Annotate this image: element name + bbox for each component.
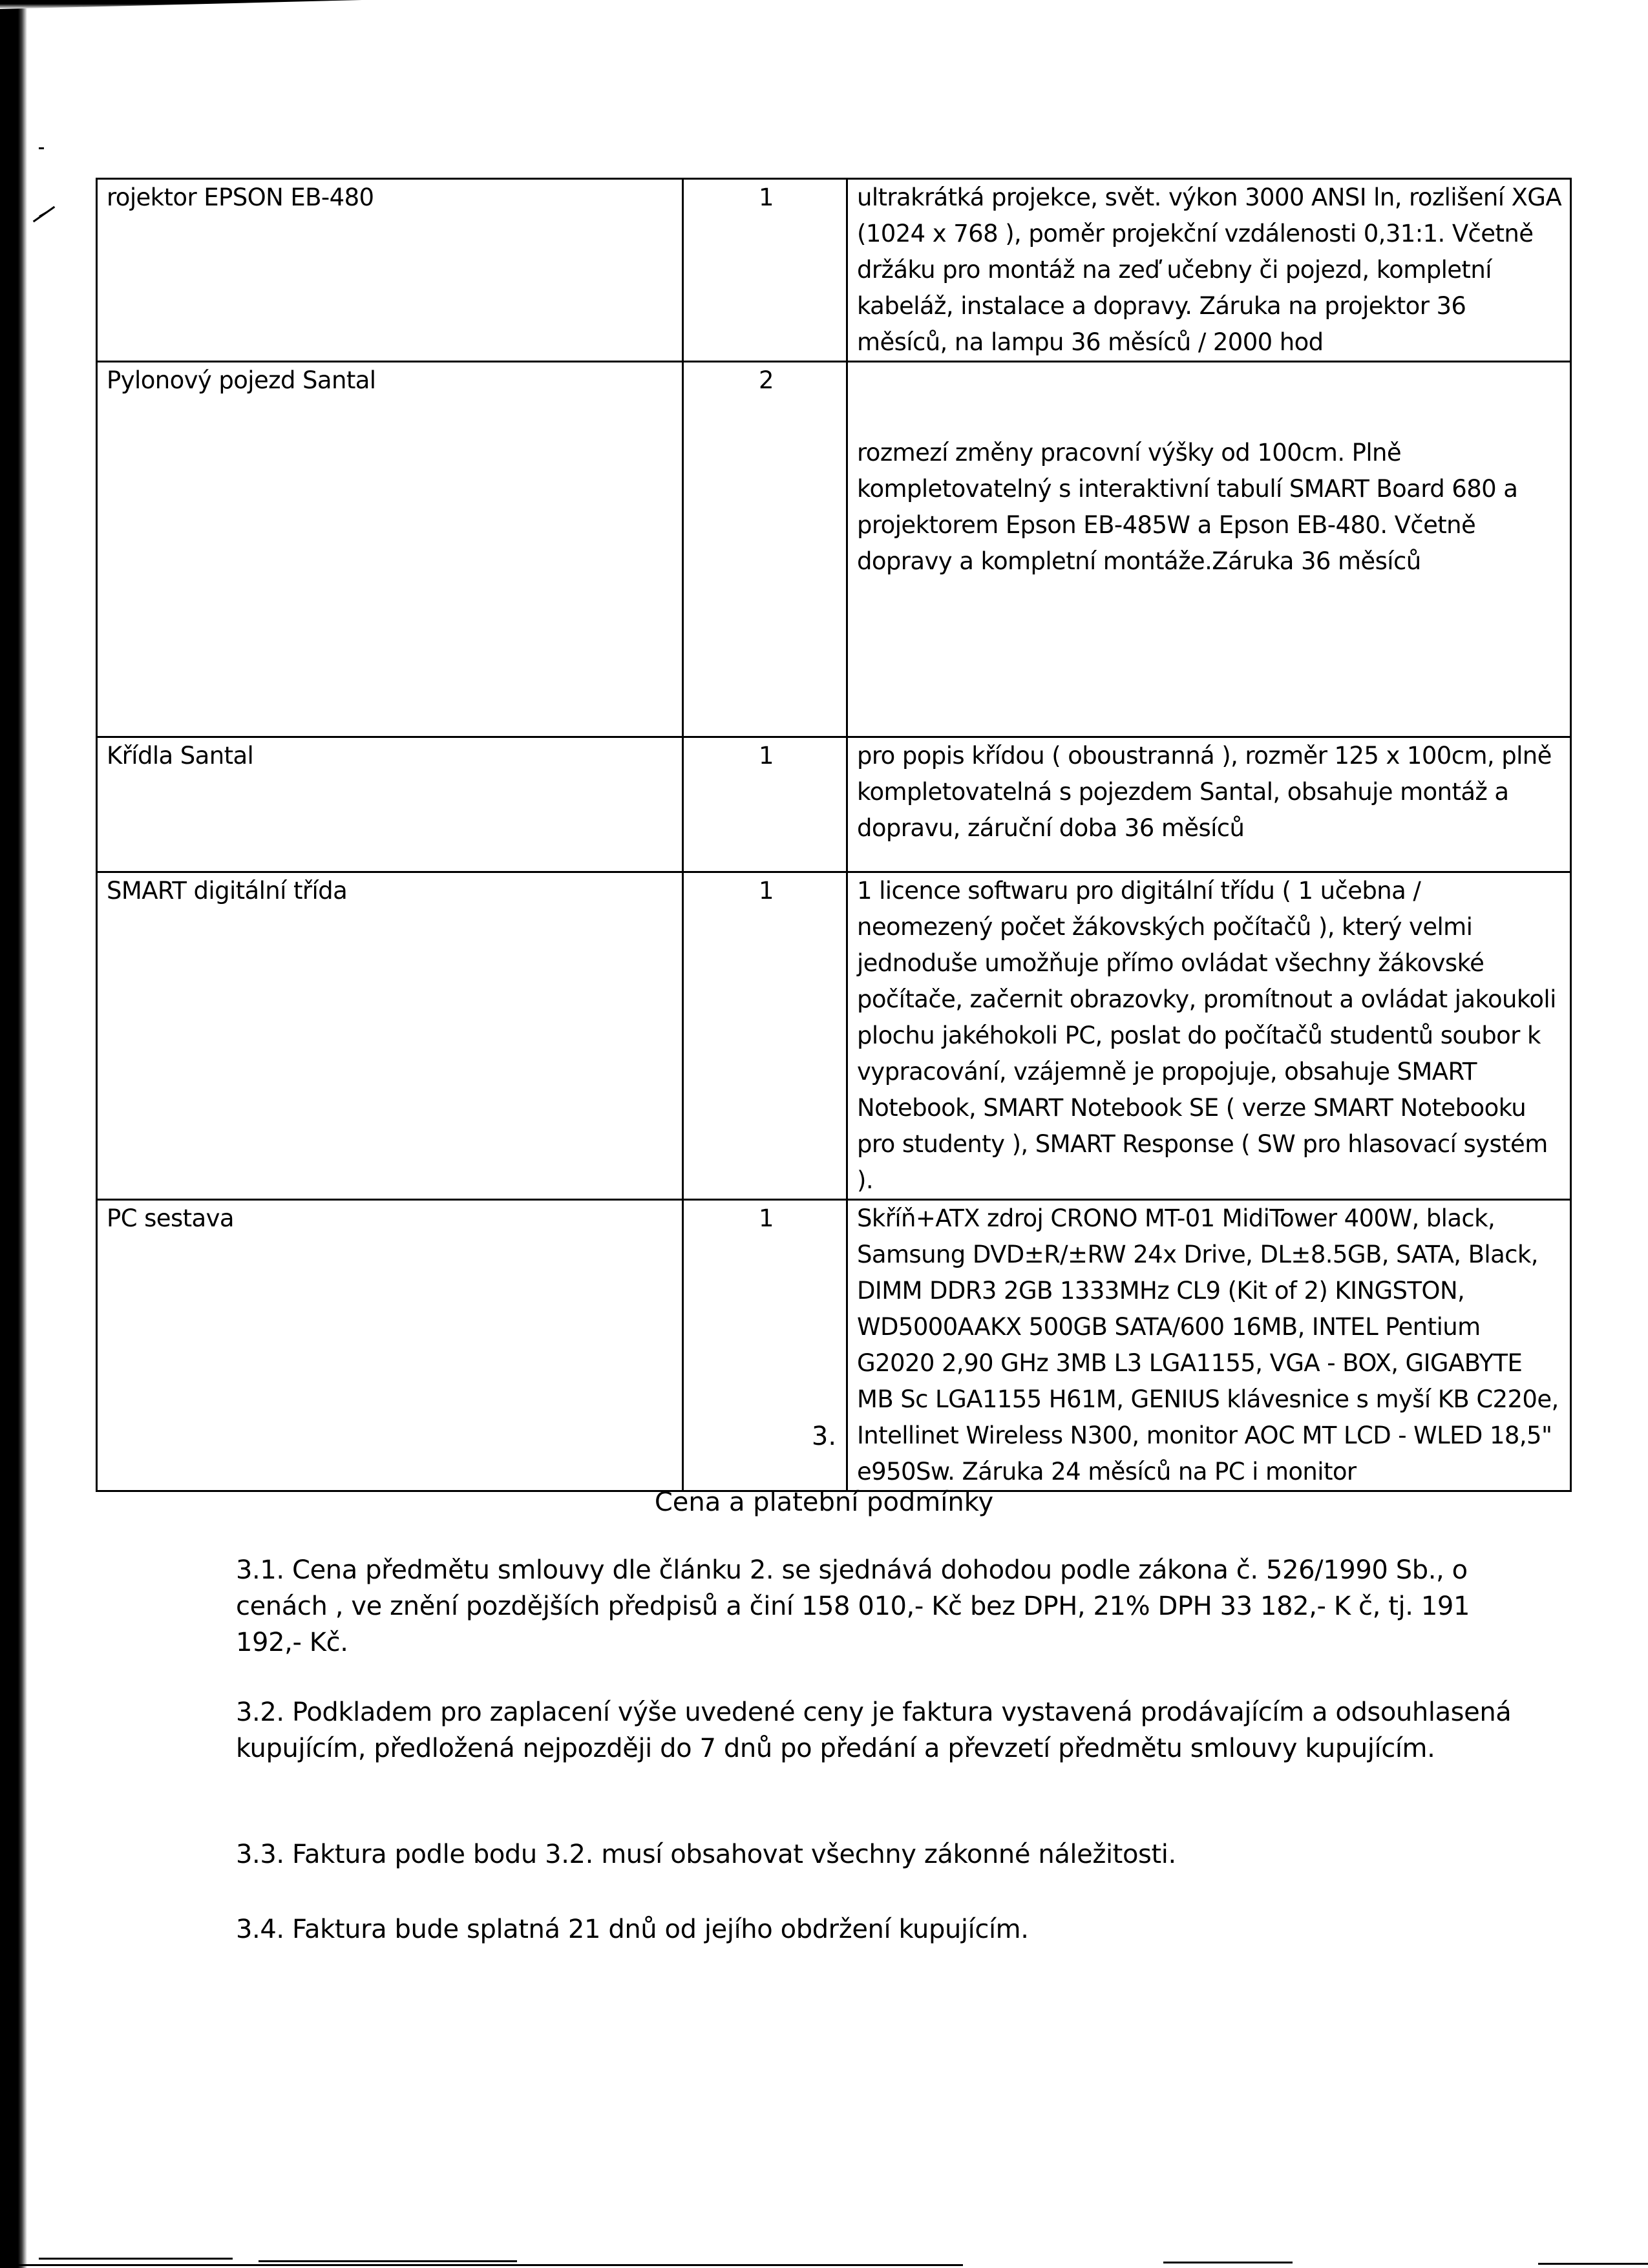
scan-corner-shadow [0,0,362,9]
clause-3-2: 3.2. Podkladem pro zaplacení výše uvedené ceny je faktura vystavená prodávajícím a odsouhlasená kupujícím, předložená nejpozději do 7 dnů po předání a převzetí předmětu smlouvy kupujícím. [236,1697,1512,1763]
stray-mark [39,147,44,149]
item-description: ultrakrátká projekce, svět. výkon 3000 ANSI ln, rozlišení XGA (1024 x 768 ), poměr projekční vzdálenosti 0,31:1. Včetně držáku pro montáž na zeď učebny či pojezd, kompletní kabeláž, instalace a dopravy. Záruka na projektor 36 měsíců, na lampu 36 měsíců / 2000 hod [847,179,1571,362]
table-row [97,737,1571,872]
section-number: 3. [811,1422,837,1451]
item-name: SMART digitální třída [97,872,683,1200]
scan-edge-shadow [0,0,27,2268]
item-quantity: 2 [683,362,847,737]
item-name: PC sestava [97,1200,683,1491]
item-description: Skříň+ATX zdroj CRONO MT-01 MidiTower 400W, black, Samsung DVD±R/±RW 24x Drive, DL±8.5GB, SATA, Black, DIMM DDR3 2GB 1333MHz CL9 (Kit of 2) KINGSTON, WD5000AAKX 500GB SATA/600 16MB, INTEL Pentium G2020 2,90 GHz 3MB L3 LGA1155, VGA - BOX, GIGABYTE MB Sc LGA1155 H61M, GENIUS klávesnice s myší KB C220e, Intellinet Wireless N300, monitor AOC MT LCD - WLED 18,5" e950Sw. Záruka 24 měsíců na PC i monitor [847,1200,1571,1491]
scan-line [1163,2262,1293,2263]
item-quantity: 1 [683,872,847,1200]
items-table [96,178,1572,1492]
item-name: Křídla Santal [97,737,683,872]
scan-line [39,2258,233,2260]
scan-line [259,2260,517,2262]
scan-line [1538,2263,1648,2265]
scan-line [6,2264,963,2266]
item-description: rozmezí změny pracovní výšky od 100cm. Plně kompletovatelný s interaktivní tabulí SMART Board 680 a projektorem Epson EB-485W a Epson EB-480. Včetně dopravy a kompletní montáže.Záruka 36 měsíců [847,362,1571,737]
section-title: Cena a platební podmínky [654,1487,994,1517]
item-description: 1 licence softwaru pro digitální třídu ( 1 učebna / neomezený počet žákovských počítačů ), který velmi jednoduše umožňuje přímo ovládat všechny žákovské počítače, začernit obrazovky, promítnout a ovládat jakoukoli plochu jakéhokoli PC, poslat do počítačů studentů soubor k vypracování, vzájemně je propojuje, obsahuje SMART Notebook, SMART Notebook SE ( verze SMART Notebooku pro studenty ), SMART Response ( SW pro hlasovací systém ). [847,872,1571,1200]
item-quantity: 1 [683,179,847,362]
table-row [97,179,1571,362]
item-quantity: 1 [683,737,847,872]
item-quantity: 1 [683,1200,847,1491]
scan-bottom-edge [0,2252,1648,2268]
item-name: rojektor EPSON EB-480 [97,179,683,362]
stray-mark [33,206,55,222]
item-name: Pylonový pojezd Santal [97,362,683,737]
clause-3-3: 3.3. Faktura podle bodu 3.2. musí obsahovat všechny zákonné náležitosti. [236,1840,1176,1869]
clause-3-1: 3.1. Cena předmětu smlouvy dle článku 2. se sjednává dohodou podle zákona č. 526/1990 Sb., o cenách , ve znění pozdějších předpisů a činí 158 010,- Kč bez DPH, 21% DPH 33 182,- K č, tj. 191 192,- Kč. [236,1555,1470,1657]
table-row [97,872,1571,1200]
table-row [97,362,1571,737]
clause-3-4: 3.4. Faktura bude splatná 21 dnů od jejího obdržení kupujícím. [236,1915,1029,1944]
item-description: pro popis křídou ( oboustranná ), rozměr 125 x 100cm, plně kompletovatelná s pojezdem Santal, obsahuje montáž a dopravu, záruční doba 36 měsíců [847,737,1571,872]
